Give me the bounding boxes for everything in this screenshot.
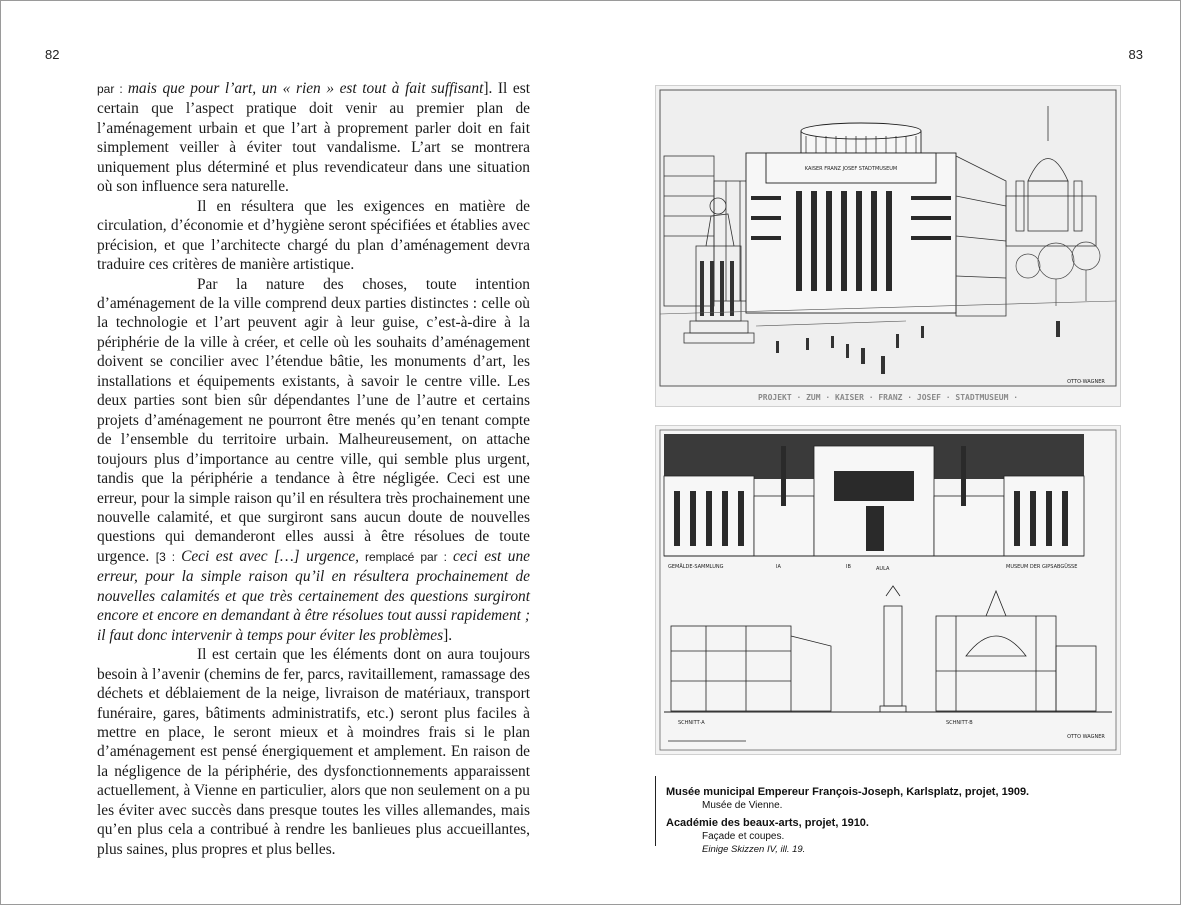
figure-elevation-sections <box>655 425 1121 755</box>
figure-perspective-drawing <box>655 85 1121 407</box>
paragraph-2: Il en résultera que les exigences en matière de circulation, d’économie et d’hygiène seront spécifiées et établies avec précision, et que l’architecte chargé du plan d’aménagement devra traduire ces critères de manière artistique. <box>97 197 530 274</box>
elevation-signature: OTTO WAGNER <box>1067 734 1105 740</box>
label-gemaelde: GEMÄLDE-SAMMLUNG <box>668 564 724 570</box>
paragraph-3-text: Par la nature des choses, toute intention d’aménagement de la ville comprend deux parties distinctes : celle où la technologie et l’art peuvent agir à leur guise, c’est-à-dire à la périphérie de la ville à créer, et celle où les souhaits d’aménagement doivent se concilier avec l’étendue bâtie, les monuments d’art, les installations et équipements existants, à savoir le centre ville. Les deux parties sont bien sûr dépendantes l’une de l’autre et certains projets d’aménagement ne pourront être menés qu’en tenant compte de l’ensemble du territoire urbain. Malheureusement, on attache toujours plus d’importance au centre ville, qui semble plus urgent, tandis que la périphérie a tendance à être négligée. Ceci est une erreur, pour la simple raison qu’il en résultera très prochainement une nouvelle calamité, et que surgiront sans aucun doute de nouvelles questions qui demanderont elles aussi à être résolues de toute urgence. <box>97 275 530 565</box>
label-ib: IB <box>846 564 851 570</box>
paragraph-1-text: ]. Il est certain que l’aspect pratique doit venir au premier plan de l’aménagement urbain et que l’art à proprement parler doit en fait simplement veiller à éviter tout vandalisme. L’art se montrera uniquement plus déterminé et plus revendicateur dans une situation où son influence sera naturelle. <box>97 80 530 196</box>
building-inscription: KAISER FRANZ JOSEF STADTMUSEUM <box>804 166 898 172</box>
replaced-passage: Ceci est avec […] urgence, <box>181 547 360 565</box>
label-aula: AULA <box>876 566 890 572</box>
label-schnitt-b: SCHNITT·B <box>946 720 973 726</box>
variant-passage: ceci est une erreur, pour la simple raison qu’il en résultera prochainement de nouvelles calamités et que très certainement des questions surgiront encore et encore en demandant à être résolues tout aussi rapidement ; il faut donc intervenir à temps pour éviter les problèmes <box>97 547 530 644</box>
note-marker: [3 : <box>155 549 182 564</box>
editorial-note-label: par : <box>97 82 128 96</box>
paragraph-1 <box>97 79 530 197</box>
caption-source: Einige Skizzen IV, ill. 19. <box>702 844 806 855</box>
note-close: ]. <box>443 626 453 644</box>
page-number-left: 82 <box>45 47 60 62</box>
label-schnitt-a: SCHNITT·A <box>678 720 705 726</box>
replaced-by-label: remplacé par : <box>359 549 453 564</box>
elevation-illustration <box>656 426 1120 754</box>
body-text <box>97 79 530 859</box>
perspective-illustration <box>656 86 1120 406</box>
project-banner: PROJEKT · ZUM · KAISER · FRANZ · JOSEF · STADTMUSEUM · <box>757 393 1019 402</box>
label-ia: IA <box>776 564 781 570</box>
variant-reading: mais que pour l’art, un « rien » est tout à fait suffisant <box>127 80 484 97</box>
caption-title-1: Musée municipal Empereur François-Joseph, Karlsplatz, projet, 1909. <box>666 786 1030 798</box>
label-gipsabguesse: MUSEUM DER GIPSABGÜSSE <box>1006 564 1078 570</box>
caption-sub-1: Musée de Vienne. <box>702 800 783 811</box>
paragraph-4: Il est certain que les éléments dont on aura toujours besoin à l’avenir (chemins de fer, parcs, ravitaillement, ramassage des déchets et déblaiement de la neige, livraison de matériaux, transport funéraire, gares, bâtiments administratifs, etc.) seront plus faciles à mettre en place, le seront mieux et à moindres frais si le plan d’aménagement est pensé énergiquement et amplement. En raison de la négligence de la périphérie, des dysfonctionnements apparaissent actuellement, à Vienne en particulier, alors que non seulement on a pu les éviter avec succès dans presque toutes les villes allemandes, mais qu’en plus cela a contribué à rendre les banlieues plus accueillantes, plus saines, plus propres et plus belles. <box>97 646 530 858</box>
figure-caption <box>655 776 1076 855</box>
artist-signature: OTTO·WAGNER <box>1067 379 1105 385</box>
caption-sub-2: Façade et coupes. <box>702 831 785 842</box>
caption-title-2: Académie des beaux-arts, projet, 1910. <box>666 817 869 829</box>
paragraph-3 <box>97 275 530 646</box>
page-number-right: 83 <box>1128 47 1143 62</box>
